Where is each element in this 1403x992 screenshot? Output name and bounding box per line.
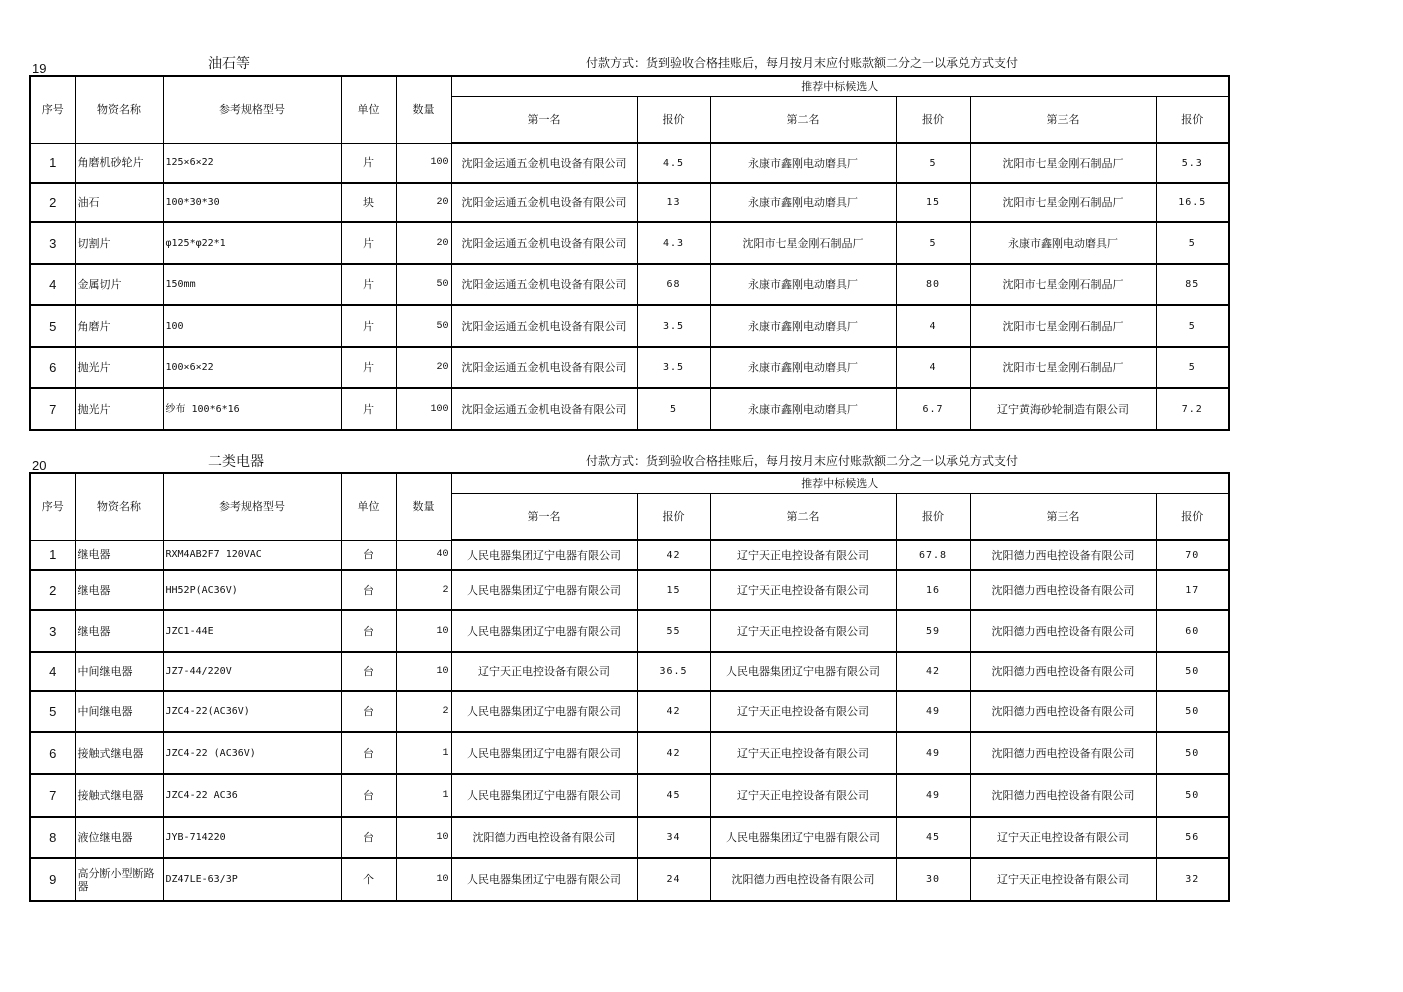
row-third-candidate: 辽宁黄海砂轮制造有限公司 — [970, 388, 1156, 430]
row-name: 角磨机砂轮片 — [75, 143, 163, 183]
header-name: 物资名称 — [75, 76, 163, 143]
table-row — [30, 222, 1229, 264]
table-row — [30, 347, 1229, 388]
row-qty: 50 — [396, 305, 451, 347]
row-second-price: 4 — [896, 305, 970, 347]
row-third-candidate: 沈阳德力西电控设备有限公司 — [970, 774, 1156, 817]
row-third-candidate: 沈阳德力西电控设备有限公司 — [970, 691, 1156, 732]
row-first-price: 55 — [637, 610, 710, 652]
row-third-candidate: 辽宁天正电控设备有限公司 — [970, 858, 1156, 901]
row-third-candidate: 沈阳德力西电控设备有限公司 — [970, 540, 1156, 570]
row-first-price: 4.5 — [637, 143, 710, 183]
row-second-candidate: 辽宁天正电控设备有限公司 — [710, 774, 896, 817]
row-second-price: 15 — [896, 183, 970, 222]
row-second-candidate: 永康市鑫刚电动磨具厂 — [710, 388, 896, 430]
row-third-candidate: 沈阳德力西电控设备有限公司 — [970, 610, 1156, 652]
table-row — [30, 858, 1229, 901]
row-second-candidate: 沈阳德力西电控设备有限公司 — [710, 858, 896, 901]
row-unit: 台 — [341, 774, 396, 817]
row-name: 油石 — [75, 183, 163, 222]
row-first-candidate: 人民电器集团辽宁电器有限公司 — [451, 570, 637, 610]
row-spec: JZC4-22 (AC36V) — [163, 732, 341, 774]
row-first-price: 34 — [637, 817, 710, 858]
row-first-price: 42 — [637, 691, 710, 732]
row-spec: JZ7-44/220V — [163, 652, 341, 691]
row-second-price: 42 — [896, 652, 970, 691]
table-row — [30, 732, 1229, 774]
row-name: 抛光片 — [75, 347, 163, 388]
row-first-candidate: 人民电器集团辽宁电器有限公司 — [451, 858, 637, 901]
row-third-price: 50 — [1156, 774, 1229, 817]
row-unit: 片 — [341, 143, 396, 183]
row-qty: 40 — [396, 540, 451, 570]
row-spec: φ125*φ22*1 — [163, 222, 341, 264]
row-second-price: 49 — [896, 691, 970, 732]
row-second-price: 4 — [896, 347, 970, 388]
table-row — [30, 143, 1229, 183]
row-unit: 片 — [341, 388, 396, 430]
row-spec: JZC4-22(AC36V) — [163, 691, 341, 732]
row-first-price: 3.5 — [637, 347, 710, 388]
table-row — [30, 652, 1229, 691]
row-third-candidate: 永康市鑫刚电动磨具厂 — [970, 222, 1156, 264]
header-seq: 序号 — [30, 473, 75, 540]
row-spec: JYB-714220 — [163, 817, 341, 858]
row-name: 中间继电器 — [75, 691, 163, 732]
table-row — [30, 610, 1229, 652]
row-third-price: 5 — [1156, 305, 1229, 347]
row-first-candidate: 沈阳金运通五金机电设备有限公司 — [451, 305, 637, 347]
header-price: 报价 — [1156, 493, 1229, 540]
row-third-price: 60 — [1156, 610, 1229, 652]
row-qty: 20 — [396, 222, 451, 264]
row-spec: RXM4AB2F7 120VAC — [163, 540, 341, 570]
row-second-price: 59 — [896, 610, 970, 652]
row-third-candidate: 沈阳德力西电控设备有限公司 — [970, 732, 1156, 774]
row-unit: 台 — [341, 540, 396, 570]
row-second-candidate: 永康市鑫刚电动磨具厂 — [710, 264, 896, 305]
header-candidates: 推荐中标候选人 — [451, 473, 1229, 493]
row-third-price: 50 — [1156, 732, 1229, 774]
row-spec: DZ47LE-63/3P — [163, 858, 341, 901]
row-unit: 片 — [341, 264, 396, 305]
row-second-price: 67.8 — [896, 540, 970, 570]
section-title: 二类电器 — [208, 454, 264, 470]
row-first-candidate: 沈阳德力西电控设备有限公司 — [451, 817, 637, 858]
header-second: 第二名 — [710, 96, 896, 143]
header-seq: 序号 — [30, 76, 75, 143]
row-qty: 10 — [396, 610, 451, 652]
row-third-price: 16.5 — [1156, 183, 1229, 222]
row-third-price: 17 — [1156, 570, 1229, 610]
row-first-price: 15 — [637, 570, 710, 610]
row-seq: 4 — [30, 652, 75, 691]
row-first-candidate: 沈阳金运通五金机电设备有限公司 — [451, 388, 637, 430]
row-first-candidate: 人民电器集团辽宁电器有限公司 — [451, 732, 637, 774]
table-row — [30, 774, 1229, 817]
header-price: 报价 — [896, 96, 970, 143]
header-qty: 数量 — [396, 76, 451, 143]
header-price: 报价 — [637, 493, 710, 540]
row-third-candidate: 沈阳市七星金刚石制品厂 — [970, 183, 1156, 222]
row-second-candidate: 辽宁天正电控设备有限公司 — [710, 732, 896, 774]
row-qty: 10 — [396, 652, 451, 691]
header-spec: 参考规格型号 — [163, 76, 341, 143]
row-qty: 10 — [396, 817, 451, 858]
row-seq: 1 — [30, 143, 75, 183]
row-unit: 台 — [341, 652, 396, 691]
row-first-price: 13 — [637, 183, 710, 222]
row-name: 继电器 — [75, 540, 163, 570]
payment-terms: 付款方式：货到验收合格挂账后，每月按月末应付账款额二分之一以承兑方式支付 — [586, 56, 1019, 70]
row-second-candidate: 人民电器集团辽宁电器有限公司 — [710, 817, 896, 858]
header-price: 报价 — [1156, 96, 1229, 143]
row-unit: 台 — [341, 610, 396, 652]
row-first-candidate: 沈阳金运通五金机电设备有限公司 — [451, 183, 637, 222]
header-candidates: 推荐中标候选人 — [451, 76, 1229, 96]
table-row — [30, 540, 1229, 570]
row-third-price: 50 — [1156, 691, 1229, 732]
row-second-candidate: 辽宁天正电控设备有限公司 — [710, 540, 896, 570]
row-seq: 7 — [30, 388, 75, 430]
row-qty: 1 — [396, 774, 451, 817]
row-qty: 1 — [396, 732, 451, 774]
row-seq: 3 — [30, 610, 75, 652]
row-unit: 片 — [341, 222, 396, 264]
row-third-price: 32 — [1156, 858, 1229, 901]
row-third-candidate: 沈阳德力西电控设备有限公司 — [970, 570, 1156, 610]
row-first-candidate: 沈阳金运通五金机电设备有限公司 — [451, 143, 637, 183]
row-third-candidate: 沈阳市七星金刚石制品厂 — [970, 305, 1156, 347]
row-name: 高分断小型断路器 — [75, 858, 163, 901]
row-spec: 100×6×22 — [163, 347, 341, 388]
row-second-candidate: 永康市鑫刚电动磨具厂 — [710, 305, 896, 347]
row-second-price: 49 — [896, 732, 970, 774]
row-first-price: 3.5 — [637, 305, 710, 347]
row-unit: 块 — [341, 183, 396, 222]
row-second-candidate: 永康市鑫刚电动磨具厂 — [710, 183, 896, 222]
row-seq: 8 — [30, 817, 75, 858]
header-third: 第三名 — [970, 493, 1156, 540]
row-spec: JZC1-44E — [163, 610, 341, 652]
row-first-candidate: 人民电器集团辽宁电器有限公司 — [451, 610, 637, 652]
row-seq: 2 — [30, 570, 75, 610]
row-second-candidate: 人民电器集团辽宁电器有限公司 — [710, 652, 896, 691]
row-qty: 10 — [396, 858, 451, 901]
row-third-candidate: 辽宁天正电控设备有限公司 — [970, 817, 1156, 858]
row-unit: 个 — [341, 858, 396, 901]
row-name: 金属切片 — [75, 264, 163, 305]
row-second-price: 30 — [896, 858, 970, 901]
section-number: 19 — [32, 61, 47, 76]
table-row — [30, 264, 1229, 305]
table-row — [30, 570, 1229, 610]
row-second-candidate: 永康市鑫刚电动磨具厂 — [710, 143, 896, 183]
row-third-price: 5.3 — [1156, 143, 1229, 183]
row-name: 中间继电器 — [75, 652, 163, 691]
header-unit: 单位 — [341, 76, 396, 143]
row-first-price: 42 — [637, 540, 710, 570]
row-second-candidate: 辽宁天正电控设备有限公司 — [710, 610, 896, 652]
row-unit: 台 — [341, 732, 396, 774]
row-seq: 2 — [30, 183, 75, 222]
table-row — [30, 183, 1229, 222]
row-seq: 9 — [30, 858, 75, 901]
row-spec: 125×6×22 — [163, 143, 341, 183]
row-unit: 台 — [341, 817, 396, 858]
header-first: 第一名 — [451, 96, 637, 143]
header-unit: 单位 — [341, 473, 396, 540]
row-first-price: 4.3 — [637, 222, 710, 264]
row-second-price: 80 — [896, 264, 970, 305]
row-qty: 100 — [396, 143, 451, 183]
row-first-candidate: 人民电器集团辽宁电器有限公司 — [451, 691, 637, 732]
row-first-price: 68 — [637, 264, 710, 305]
row-first-candidate: 人民电器集团辽宁电器有限公司 — [451, 774, 637, 817]
row-third-price: 85 — [1156, 264, 1229, 305]
row-name: 接触式继电器 — [75, 732, 163, 774]
header-price: 报价 — [637, 96, 710, 143]
header-first: 第一名 — [451, 493, 637, 540]
row-seq: 7 — [30, 774, 75, 817]
row-second-candidate: 辽宁天正电控设备有限公司 — [710, 570, 896, 610]
row-second-price: 5 — [896, 222, 970, 264]
row-third-price: 7.2 — [1156, 388, 1229, 430]
row-first-candidate: 沈阳金运通五金机电设备有限公司 — [451, 222, 637, 264]
row-first-price: 45 — [637, 774, 710, 817]
row-seq: 1 — [30, 540, 75, 570]
row-qty: 20 — [396, 183, 451, 222]
row-unit: 台 — [341, 570, 396, 610]
header-second: 第二名 — [710, 493, 896, 540]
table-row — [30, 305, 1229, 347]
row-second-price: 16 — [896, 570, 970, 610]
row-qty: 50 — [396, 264, 451, 305]
row-name: 继电器 — [75, 570, 163, 610]
payment-terms: 付款方式：货到验收合格挂账后，每月按月末应付账款额二分之一以承兑方式支付 — [586, 454, 1019, 468]
row-name: 接触式继电器 — [75, 774, 163, 817]
procurement-table — [29, 75, 1230, 431]
row-first-candidate: 沈阳金运通五金机电设备有限公司 — [451, 347, 637, 388]
row-third-price: 70 — [1156, 540, 1229, 570]
row-third-price: 5 — [1156, 347, 1229, 388]
row-third-candidate: 沈阳市七星金刚石制品厂 — [970, 264, 1156, 305]
row-first-price: 36.5 — [637, 652, 710, 691]
row-third-price: 5 — [1156, 222, 1229, 264]
header-qty: 数量 — [396, 473, 451, 540]
row-first-price: 42 — [637, 732, 710, 774]
header-third: 第三名 — [970, 96, 1156, 143]
section-title: 油石等 — [208, 56, 250, 72]
row-seq: 6 — [30, 732, 75, 774]
row-qty: 20 — [396, 347, 451, 388]
row-first-price: 5 — [637, 388, 710, 430]
row-third-candidate: 沈阳市七星金刚石制品厂 — [970, 347, 1156, 388]
row-spec: 100*30*30 — [163, 183, 341, 222]
header-name: 物资名称 — [75, 473, 163, 540]
row-seq: 3 — [30, 222, 75, 264]
row-third-candidate: 沈阳市七星金刚石制品厂 — [970, 143, 1156, 183]
row-seq: 6 — [30, 347, 75, 388]
row-second-price: 6.7 — [896, 388, 970, 430]
row-second-price: 49 — [896, 774, 970, 817]
row-name: 抛光片 — [75, 388, 163, 430]
section-number: 20 — [32, 458, 47, 473]
row-spec: 纱布 100*6*16 — [163, 388, 341, 430]
row-third-price: 56 — [1156, 817, 1229, 858]
procurement-table — [29, 472, 1230, 902]
row-unit: 片 — [341, 347, 396, 388]
row-qty: 2 — [396, 570, 451, 610]
row-name: 继电器 — [75, 610, 163, 652]
table-row — [30, 388, 1229, 430]
row-first-candidate: 辽宁天正电控设备有限公司 — [451, 652, 637, 691]
table-row — [30, 691, 1229, 732]
row-second-price: 45 — [896, 817, 970, 858]
row-name: 角磨片 — [75, 305, 163, 347]
header-price: 报价 — [896, 493, 970, 540]
row-first-candidate: 沈阳金运通五金机电设备有限公司 — [451, 264, 637, 305]
row-name: 液位继电器 — [75, 817, 163, 858]
row-seq: 4 — [30, 264, 75, 305]
row-second-candidate: 永康市鑫刚电动磨具厂 — [710, 347, 896, 388]
row-spec: 100 — [163, 305, 341, 347]
row-qty: 2 — [396, 691, 451, 732]
row-first-price: 24 — [637, 858, 710, 901]
row-spec: HH52P(AC36V) — [163, 570, 341, 610]
row-second-candidate: 辽宁天正电控设备有限公司 — [710, 691, 896, 732]
row-third-price: 50 — [1156, 652, 1229, 691]
header-spec: 参考规格型号 — [163, 473, 341, 540]
row-name: 切割片 — [75, 222, 163, 264]
row-spec: 150mm — [163, 264, 341, 305]
row-seq: 5 — [30, 691, 75, 732]
table-row — [30, 817, 1229, 858]
row-spec: JZC4-22 AC36 — [163, 774, 341, 817]
row-unit: 片 — [341, 305, 396, 347]
row-third-candidate: 沈阳德力西电控设备有限公司 — [970, 652, 1156, 691]
row-second-price: 5 — [896, 143, 970, 183]
row-qty: 100 — [396, 388, 451, 430]
row-second-candidate: 沈阳市七星金刚石制品厂 — [710, 222, 896, 264]
row-seq: 5 — [30, 305, 75, 347]
row-unit: 台 — [341, 691, 396, 732]
row-first-candidate: 人民电器集团辽宁电器有限公司 — [451, 540, 637, 570]
